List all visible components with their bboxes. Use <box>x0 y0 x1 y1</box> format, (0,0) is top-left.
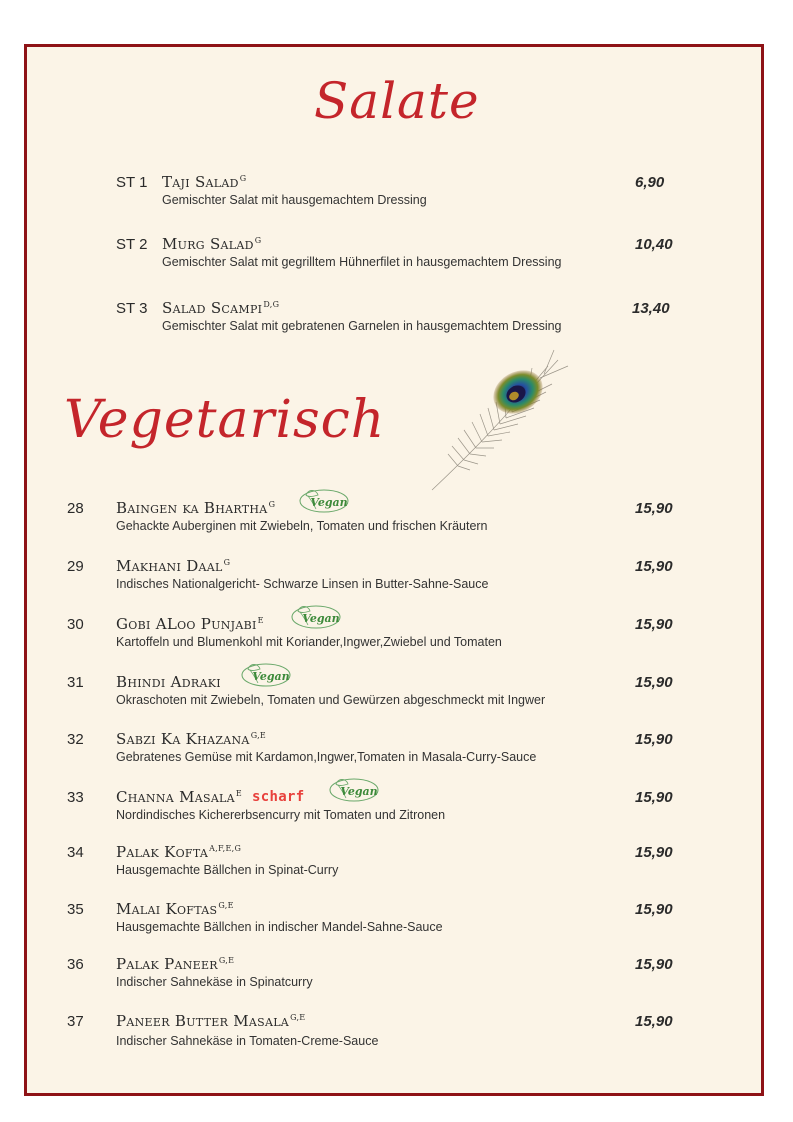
item-code: 32 <box>67 731 84 748</box>
item-description: Gemischter Salat mit gebratenen Garnelen in hausgemachtem Dressing <box>162 319 562 333</box>
vegan-leaf-icon <box>240 661 296 689</box>
allergen-codes: G,E <box>250 731 267 740</box>
item-price: 15,90 <box>635 956 673 973</box>
item-price: 15,90 <box>635 674 673 691</box>
item-price: 15,90 <box>635 731 673 748</box>
vegan-label: Vegan <box>252 670 290 683</box>
dish-name-text: Palak Paneer <box>116 955 218 973</box>
item-description: Kartoffeln und Blumenkohl mit Koriander,Ingwer,Zwiebel und Tomaten <box>116 635 502 649</box>
allergen-codes: A,F,E,G <box>209 844 242 853</box>
item-code: 33 <box>67 789 84 806</box>
item-description: Okraschoten mit Zwiebeln, Tomaten und Gewürzen abgeschmeckt mit Ingwer <box>116 693 546 707</box>
item-code: 29 <box>67 558 84 575</box>
dish-name-text: Gobi ALoo Punjabi <box>116 615 257 633</box>
item-price: 15,90 <box>635 844 673 861</box>
item-description: Indischer Sahnekäse in Tomaten-Creme-Sauce <box>116 1034 379 1048</box>
item-code: ST 1 <box>116 174 148 191</box>
dish-name <box>116 615 264 633</box>
dish-name <box>116 788 304 806</box>
section-title-vegetarisch: Vegetarisch <box>64 390 386 450</box>
dish-name-text: Palak Kofta <box>116 843 209 861</box>
item-price: 15,90 <box>635 789 673 806</box>
item-code: 31 <box>67 674 84 691</box>
dish-name-text: Malai Koftas <box>116 900 218 918</box>
item-description: Gebratenes Gemüse mit Kardamon,Ingwer,Tomaten in Masala-Curry-Sauce <box>116 750 537 764</box>
item-price: 13,40 <box>632 300 670 317</box>
dish-name <box>116 955 234 973</box>
dish-name <box>116 843 241 861</box>
dish-name-text: Paneer Butter Masala <box>116 1012 290 1030</box>
dish-name <box>116 1012 305 1030</box>
dish-name-text: Makhani Daal <box>116 557 223 575</box>
vegan-label: Vegan <box>310 496 348 509</box>
item-price: 15,90 <box>635 901 673 918</box>
dish-name <box>116 730 266 748</box>
allergen-codes: E <box>257 616 264 625</box>
section-title-salate: Salate <box>314 72 480 130</box>
dish-name <box>116 499 275 517</box>
item-price: 10,40 <box>635 236 673 253</box>
dish-name-text: Sabzi Ka Khazana <box>116 730 250 748</box>
item-description: Gemischter Salat mit gegrilltem Hühnerfilet in hausgemachtem Dressing <box>162 255 562 269</box>
item-price: 15,90 <box>635 500 673 517</box>
dish-name-text: Taji Salad <box>162 173 239 191</box>
item-code: 34 <box>67 844 84 861</box>
vegan-leaf-icon <box>328 776 384 804</box>
item-code: ST 3 <box>116 300 148 317</box>
allergen-codes: G,E <box>218 901 234 910</box>
vegan-label: Vegan <box>302 612 340 625</box>
item-description: Indisches Nationalgericht- Schwarze Linsen in Butter-Sahne-Sauce <box>116 577 489 591</box>
allergen-codes: G <box>268 500 276 509</box>
allergen-codes: G <box>254 236 262 245</box>
dish-name <box>116 900 234 918</box>
dish-name-text: Bhindi Adraki <box>116 673 221 691</box>
item-price: 15,90 <box>635 616 673 633</box>
allergen-codes: G <box>239 174 247 183</box>
vegan-leaf-icon <box>290 603 346 631</box>
item-code: 28 <box>67 500 84 517</box>
dish-name-text: Baingen ka Bhartha <box>116 499 268 517</box>
dish-name <box>162 173 246 191</box>
spicy-label: scharf <box>252 789 305 805</box>
dish-name <box>116 673 221 691</box>
dish-name <box>116 557 230 575</box>
item-description: Hausgemachte Bällchen in Spinat-Curry <box>116 863 339 877</box>
item-price: 15,90 <box>635 1013 673 1030</box>
peacock-feather-icon <box>428 346 578 492</box>
dish-name-text: Channa Masala <box>116 788 235 806</box>
allergen-codes: G,E <box>218 956 235 965</box>
vegan-label: Vegan <box>340 785 378 798</box>
allergen-codes: G <box>223 558 231 567</box>
dish-name <box>162 299 279 317</box>
item-description: Hausgemachte Bällchen in indischer Mandel-Sahne-Sauce <box>116 920 443 934</box>
allergen-codes: D,G <box>263 300 280 309</box>
item-price: 6,90 <box>635 174 665 191</box>
item-description: Gemischter Salat mit hausgemachtem Dressing <box>162 193 427 207</box>
dish-name <box>162 235 261 253</box>
item-code: 35 <box>67 901 84 918</box>
item-description: Nordindisches Kichererbsencurry mit Tomaten und Zitronen <box>116 808 446 822</box>
item-code: ST 2 <box>116 236 148 253</box>
allergen-codes: G,E <box>290 1013 306 1022</box>
item-code: 30 <box>67 616 84 633</box>
item-description: Indischer Sahnekäse in Spinatcurry <box>116 975 313 989</box>
dish-name-text: Murg Salad <box>162 235 254 253</box>
item-price: 15,90 <box>635 558 673 575</box>
item-code: 37 <box>67 1013 84 1030</box>
item-code: 36 <box>67 956 84 973</box>
item-description: Gehackte Auberginen mit Zwiebeln, Tomaten und frischen Kräutern <box>116 519 488 533</box>
allergen-codes: E <box>235 789 243 798</box>
vegan-leaf-icon <box>298 487 354 515</box>
dish-name-text: Salad Scampi <box>162 299 263 317</box>
